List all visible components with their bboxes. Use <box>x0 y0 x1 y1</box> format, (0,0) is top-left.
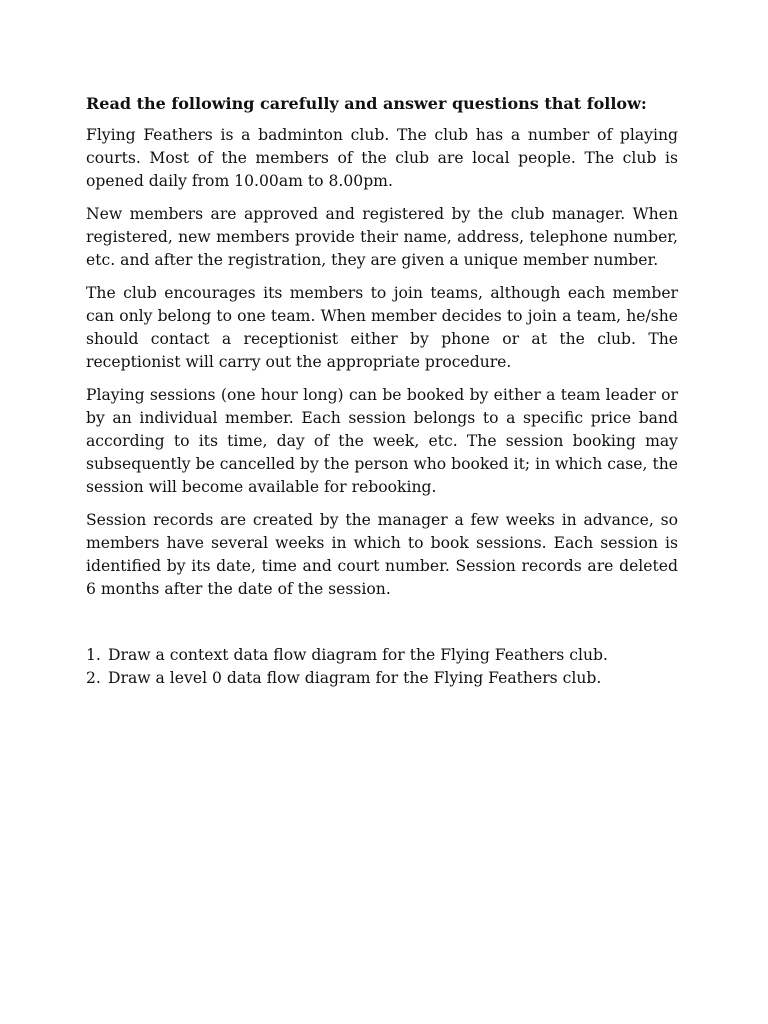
paragraph-session-records: Session records are created by the manager a few weeks in advance, so members have several weeks in which to book sessions. Each session is identified by its date, time and court number. Session records are deleted 6 months after the date of the session. <box>86 511 678 598</box>
paragraph-new-members: New members are approved and registered by the club manager. When registered, new members provide their name, address, telephone number, etc. and after the registration, they are given a unique member number. <box>86 205 678 269</box>
question-text: Draw a level 0 data flow diagram for the Flying Feathers club. <box>108 669 602 687</box>
instructions-heading: Read the following carefully and answer questions that follow: <box>86 94 647 113</box>
paragraph-playing-sessions: Playing sessions (one hour long) can be booked by either a team leader or by an individual member. Each session belongs to a specific price band according to its time, day of the week, etc. The session booking may subsequently be cancelled by the person who booked it; in which case, the session will become available for rebooking. <box>86 386 678 496</box>
paragraph-teams: The club encourages its members to join teams, although each member can only belong to one team. When member decides to join a team, he/she should contact a receptionist either by phone or at the club. The receptionist will carry out the appropriate procedure. <box>86 284 678 371</box>
question-item <box>86 644 678 667</box>
questions-list <box>86 644 678 690</box>
paragraph-club-overview: Flying Feathers is a badminton club. The club has a number of playing courts. Most of the members of the club are local people. The club is opened daily from 10.00am to 8.00pm. <box>86 126 678 190</box>
question-item <box>86 667 678 690</box>
question-number: 2. <box>86 669 101 687</box>
question-number: 1. <box>86 646 101 664</box>
question-text: Draw a context data flow diagram for the Flying Feathers club. <box>108 646 608 664</box>
